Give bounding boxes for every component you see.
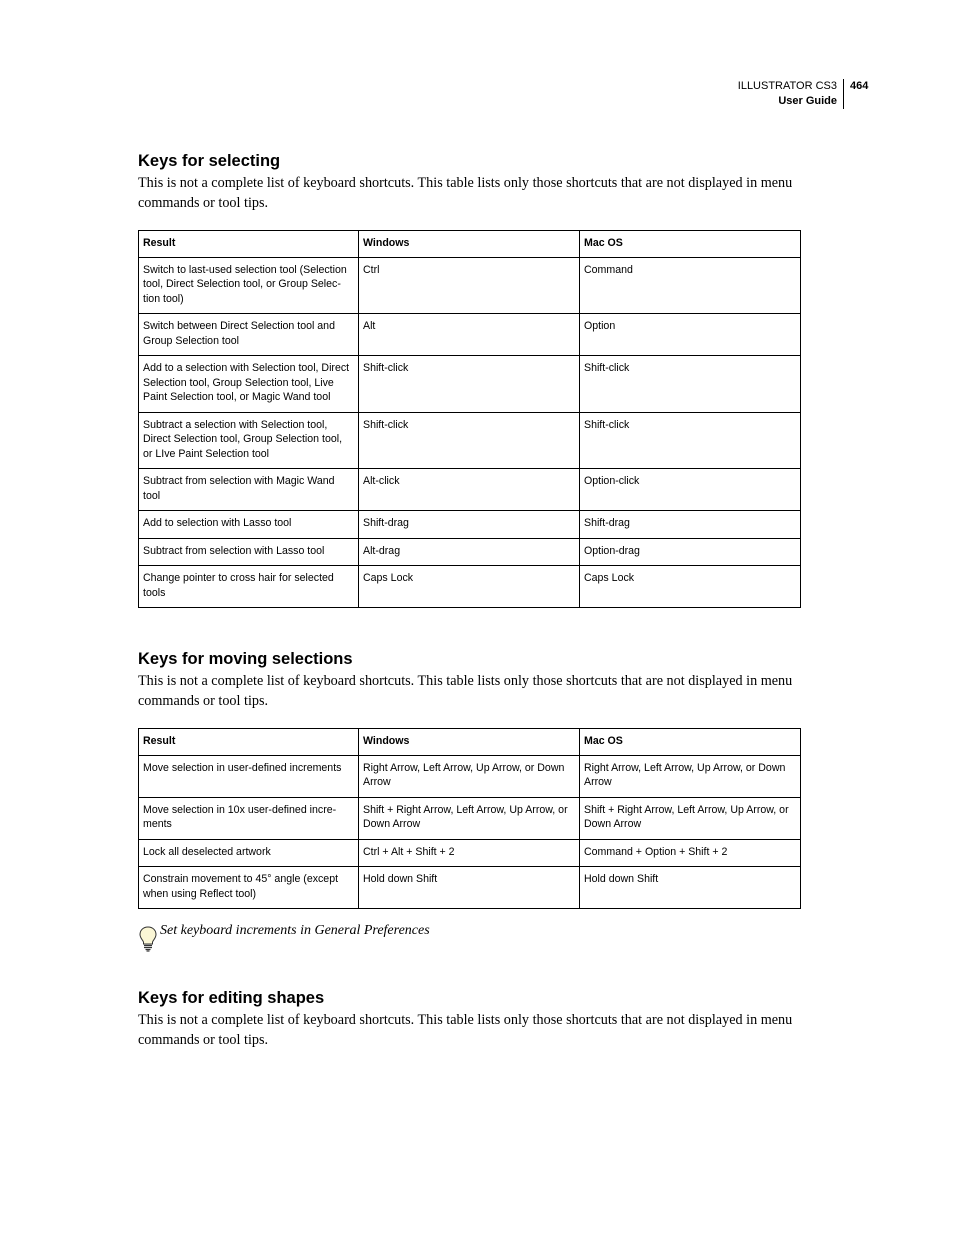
table-cell: Alt-click <box>359 469 580 511</box>
tip-note <box>138 921 430 959</box>
table-cell: Option-drag <box>580 538 801 566</box>
table-row <box>139 314 801 356</box>
column-header: Result <box>139 729 359 756</box>
table-row <box>139 257 801 314</box>
table-cell: Hold down Shift <box>359 867 580 909</box>
table-cell: Caps Lock <box>580 566 801 608</box>
table-row <box>139 566 801 608</box>
table-cell: Constrain movement to 45° angle (except when using Reflect tool) <box>139 867 359 909</box>
table-cell: Shift-drag <box>359 511 580 539</box>
table-cell: Shift + Right Arrow, Left Arrow, Up Arrow, or Down Arrow <box>580 797 801 839</box>
table-cell: Alt <box>359 314 580 356</box>
table-row <box>139 538 801 566</box>
column-header: Mac OS <box>580 231 801 258</box>
page-number: 464 <box>850 80 869 92</box>
section-title: Keys for editing shapes <box>138 989 325 1007</box>
table-row <box>139 755 801 797</box>
guide-name: User Guide <box>778 95 837 107</box>
product-name: ILLUSTRATOR CS3 <box>737 80 837 92</box>
table-header-row <box>139 231 801 258</box>
table-row <box>139 356 801 413</box>
table-cell: Shift-click <box>580 356 801 413</box>
table-cell: Shift-click <box>359 412 580 469</box>
table-cell: Option-click <box>580 469 801 511</box>
table-cell: Command + Option + Shift + 2 <box>580 839 801 867</box>
table-cell: Subtract from selection with Lasso tool <box>139 538 359 566</box>
table-cell: Move selection in 10x user-defined incre-ments <box>139 797 359 839</box>
table-cell: Alt-drag <box>359 538 580 566</box>
section-intro: This is not a complete list of keyboard shortcuts. This table lists only those shortcuts that are not displayed in menu commands or tool tips. <box>138 175 793 211</box>
table-cell: Command <box>580 257 801 314</box>
column-header: Mac OS <box>580 729 801 756</box>
table-cell: Caps Lock <box>359 566 580 608</box>
table-cell: Right Arrow, Left Arrow, Up Arrow, or Down Arrow <box>359 755 580 797</box>
table-row <box>139 867 801 909</box>
table-cell: Subtract a selection with Selection tool, Direct Selection tool, Group Selection tool, or LIve Paint Selection tool <box>139 412 359 469</box>
lightbulb-icon <box>138 921 158 959</box>
section-intro: This is not a complete list of keyboard shortcuts. This table lists only those shortcuts that are not displayed in menu commands or tool tips. <box>138 1012 793 1048</box>
running-header <box>738 79 844 109</box>
table-row <box>139 797 801 839</box>
tip-text: Set keyboard increments in General Preferences <box>160 923 430 938</box>
shortcut-table-moving <box>138 728 801 909</box>
section-keys-for-moving-selections <box>138 648 818 909</box>
table-cell: Lock all deselected artwork <box>139 839 359 867</box>
section-intro: This is not a complete list of keyboard shortcuts. This table lists only those shortcuts that are not displayed in menu commands or tool tips. <box>138 673 793 709</box>
table-cell: Shift-click <box>580 412 801 469</box>
section-keys-for-selecting <box>138 150 818 608</box>
table-cell: Shift-drag <box>580 511 801 539</box>
section-title: Keys for moving selections <box>138 650 353 668</box>
table-cell: Move selection in user-defined increments <box>139 755 359 797</box>
table-row <box>139 412 801 469</box>
table-cell: Ctrl + Alt + Shift + 2 <box>359 839 580 867</box>
table-cell: Right Arrow, Left Arrow, Up Arrow, or Down Arrow <box>580 755 801 797</box>
table-cell: Switch between Direct Selection tool and Group Selection tool <box>139 314 359 356</box>
shortcut-table-selecting <box>138 230 801 608</box>
column-header: Windows <box>359 729 580 756</box>
table-cell: Option <box>580 314 801 356</box>
table-cell: Shift-click <box>359 356 580 413</box>
table-cell: Switch to last-used selection tool (Selection tool, Direct Selection tool, or Group Selec-tion tool) <box>139 257 359 314</box>
column-header: Result <box>139 231 359 258</box>
table-header-row <box>139 729 801 756</box>
section-keys-for-editing-shapes <box>138 987 818 1050</box>
table-row <box>139 469 801 511</box>
table-cell: Ctrl <box>359 257 580 314</box>
table-row <box>139 839 801 867</box>
column-header: Windows <box>359 231 580 258</box>
table-cell: Subtract from selection with Magic Wand tool <box>139 469 359 511</box>
section-title: Keys for selecting <box>138 152 281 170</box>
table-cell: Add to a selection with Selection tool, Direct Selection tool, Group Selection tool, Live Paint Selection tool, or Magic Wand tool <box>139 356 359 413</box>
table-row <box>139 511 801 539</box>
table-cell: Shift + Right Arrow, Left Arrow, Up Arrow, or Down Arrow <box>359 797 580 839</box>
table-cell: Change pointer to cross hair for selected tools <box>139 566 359 608</box>
table-cell: Hold down Shift <box>580 867 801 909</box>
table-cell: Add to selection with Lasso tool <box>139 511 359 539</box>
